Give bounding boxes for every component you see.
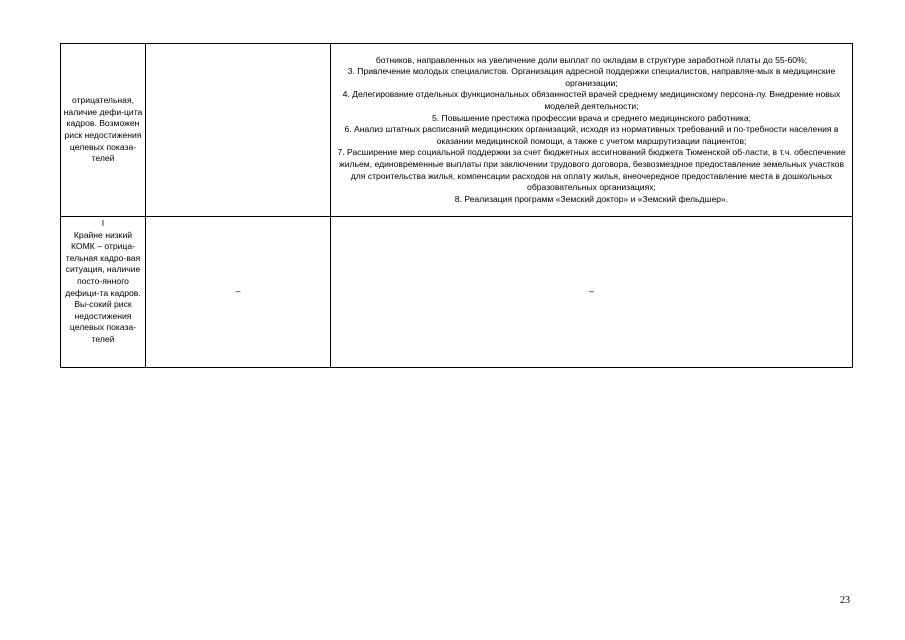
list-item: ботников, направленных на увеличение доли выплат по окладам в структуре заработной платы до 55-60%; [375, 54, 808, 65]
situation-description-cell: отрицательная, наличие дефи-цита кадров. Возможен риск недостижения целевых показа-телей [61, 44, 146, 217]
measures-list [332, 55, 851, 206]
list-item: 4. Делегирование отдельных функциональных обязанностей врачей среднему медицинскому персона-лу. Внедрение новых моделей деятельности; [342, 89, 841, 112]
list-item: 3. Привлечение молодых специалистов. Организация адресной поддержки специалистов, направляе-мых в медицинские организации; [347, 66, 836, 88]
empty-cell [146, 44, 331, 217]
list-item: 5. Повышение престижа профессии врача и среднего медицинского работника; [431, 112, 752, 123]
situation-description-cell [61, 217, 146, 368]
situation-text: Крайне низкий КОМК – отрица-тельная кадро-вая ситуация, наличие посто-янного дефици-та кадров. Вы-сокий риск недостижения целевых показа-телей [65, 229, 141, 344]
measures-table [60, 43, 853, 368]
measures-cell [331, 44, 853, 217]
dash-cell: – [331, 217, 853, 368]
list-item: 8. Реализация программ «Земский доктор» и «Земский фельдшер». [454, 193, 729, 204]
table-row [61, 217, 853, 368]
dash-cell: – [146, 217, 331, 368]
table-row [61, 44, 853, 217]
level-label: I [101, 218, 105, 228]
list-item: 7. Расширение мер социальной поддержки за счет бюджетных ассигнований бюджета Тюменской об-ласти, в т.ч. обеспечение жильем, единовременные выплаты при заключении трудового договора, безвозмездное предоставление земельных участков для строительства жилья, компенсации расходов на оплату жилья, внеочередное предоставление места в дошкольных образовательных организациях; [337, 147, 846, 193]
list-item: 6. Анализ штатных расписаний медицинских организаций, исходя из нормативных требований и по-требности населения в оказании медицинской помощи, а также с учетом маршрутизации пациентов; [344, 124, 839, 146]
page-number: 23 [840, 595, 850, 606]
